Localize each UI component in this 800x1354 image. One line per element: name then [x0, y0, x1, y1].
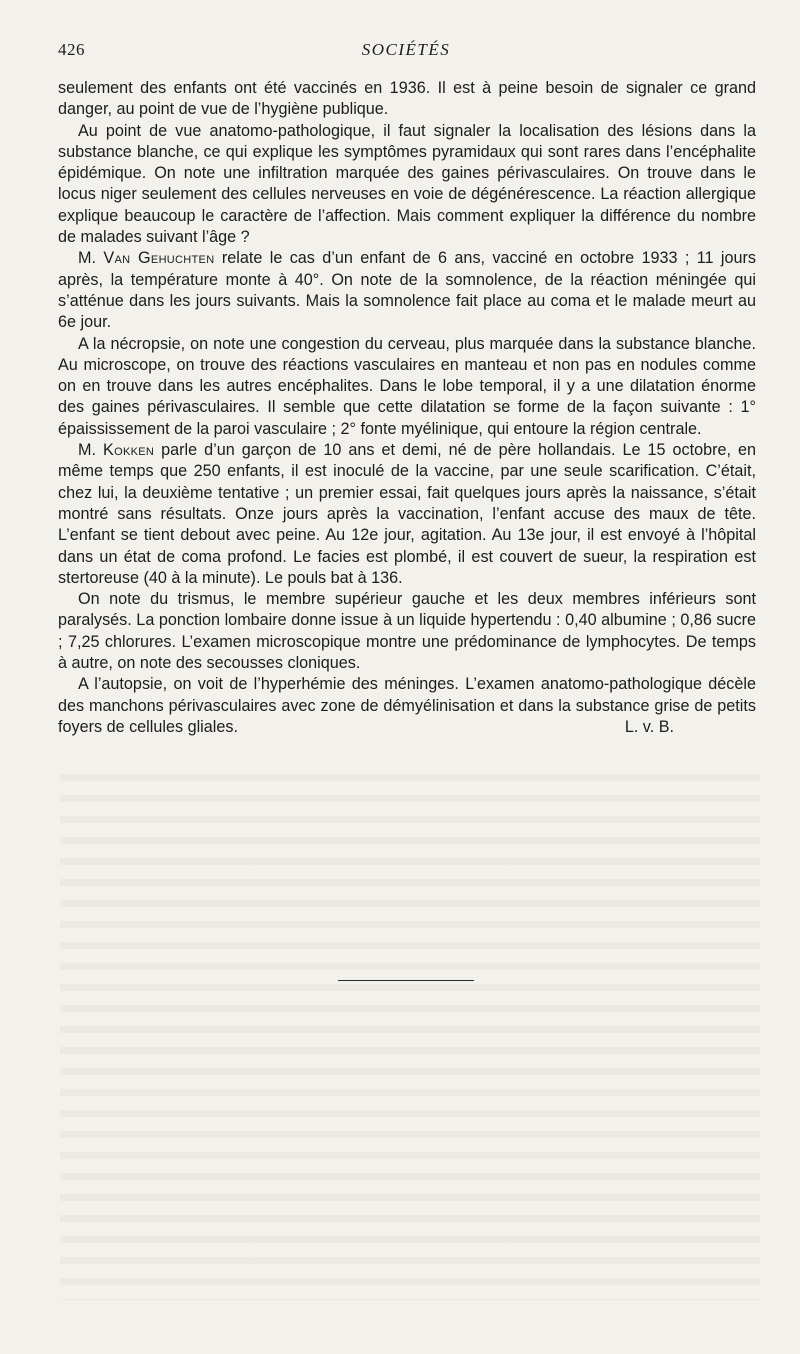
speaker-prefix: M.	[78, 249, 96, 268]
signature: L. v. B.	[624, 717, 674, 736]
paragraph-kokken	[58, 440, 756, 589]
paragraph-anatomo-pathology: Au point de vue anatomo-pathologique, il faut signaler la localisation des lésions dans la substance blanche, ce qui explique les symptômes pyramidaux qui sont rares dans l’encéphalite épidémique. On note une infiltration marquée des gaines périvasculaires. On trouve dans le locus niger seulement des cellules nerveuses en voie de dégénérescence. La réaction allergique explique beaucoup le caractère de l’affection. Mais comment expliquer la différence du nombre de malades suivant l’âge ?	[58, 121, 756, 247]
section-divider	[338, 980, 474, 981]
article-body	[58, 78, 756, 738]
page-number: 426	[58, 40, 85, 59]
paragraph-continuation: seulement des enfants ont été vaccinés en 1936. Il est à peine besoin de signaler ce grand danger, au point de vue de l’hygiène publique.	[58, 79, 756, 119]
speaker-prefix: M.	[78, 441, 96, 460]
paragraph-text: parle d’un garçon de 10 ans et demi, né de père hollandais. Le 15 octobre, en même temps que 250 enfants, il est inoculé de la vaccine, par une seule scarification. C’était, chez lui, la deuxième tentative ; un premier essai, fait quelques jours après la naissance, s’était montré sans résultats. Onze jours après la vaccination, l’enfant accuse des maux de tête. L’enfant se tient debout avec peine. Au 12e jour, agitation. Au 13e jour, il est envoyé à l’hôpital dans un état de coma profond. Le facies est plombé, il est couvert de sueur, la respiration est stertoreuse (40 à la minute). Le pouls bat à 136.	[58, 441, 757, 587]
page-header	[58, 40, 754, 66]
paragraph-text: A l’autopsie, on voit de l’hyperhémie des méninges. L’examen anatomo-pathologique décèle des manchons périvasculaires avec zone de démyélinisation et dans la substance grise de petits foyers de cellules gliales.	[58, 675, 756, 736]
paragraph-trismus: On note du trismus, le membre supérieur gauche et les deux membres inférieurs sont paralysés. La ponction lombaire donne issue à un liquide hypertendu : 0,40 albumine ; 0,86 sucre ; 7,25 chlorures. L’examen microscopique montre une prédominance de lymphocytes. De temps à autre, on note des secousses cloniques.	[58, 590, 756, 673]
paragraph-text: relate le cas d’un enfant de 6 ans, vacciné en octobre 1933 ; 11 jours après, la température monte à 40°. On note de la somnolence, de la réaction méningée qui s’atténue dans les jours suivants. Mais la somnolence fait place au coma et le malade meurt au 6e jour.	[58, 249, 757, 332]
show-through-texture	[60, 760, 760, 1300]
paragraph-van-gehuchten	[58, 248, 756, 333]
speaker-name: Van Gehuchten	[103, 249, 215, 268]
paragraph-autopsy	[58, 674, 756, 738]
speaker-name: Kokken	[103, 441, 155, 460]
paragraph-necropsy: A la nécropsie, on note une congestion du cerveau, plus marquée dans la substance blanche. Au microscope, on trouve des réactions vasculaires en manteau et non pas en nodules comme on en trouve dans les autres encéphalites. Dans le lobe temporal, il y a une dilatation énorme des gaines périvasculaires. Il semble que cette dilatation se forme de la façon suivante : 1° épaississement de la paroi vasculaire ; 2° fonte myélinique, qui entoure la région centrale.	[58, 334, 756, 438]
running-head: SOCIÉTÉS	[361, 40, 451, 59]
